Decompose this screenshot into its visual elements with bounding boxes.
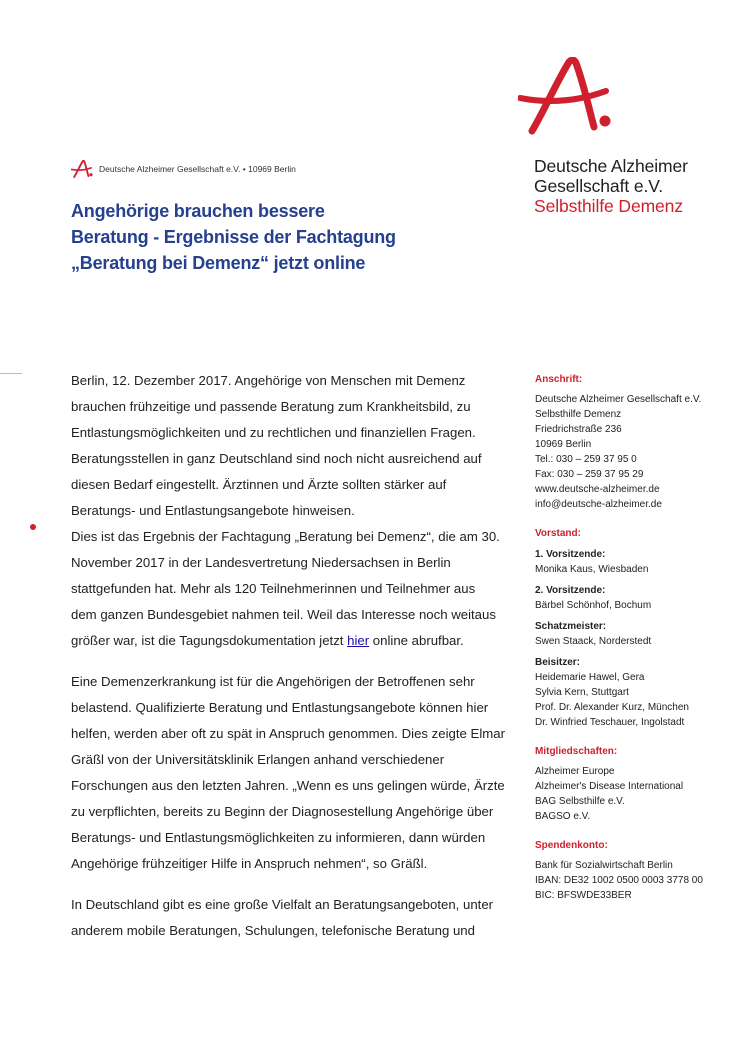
text-line: helfen, werden aber oft zu spät in Anspruch genommen. Dies zeigte Elmar bbox=[71, 726, 505, 741]
punch-mark-dot bbox=[30, 524, 36, 530]
page-title bbox=[71, 198, 471, 276]
text-line: November 2017 in der Landesvertretung Niedersachsen in Berlin bbox=[71, 555, 451, 570]
sender-address: Deutsche Alzheimer Gesellschaft e.V. • 10969 Berlin bbox=[99, 164, 296, 174]
email-line: info@deutsche-alzheimer.de bbox=[535, 499, 662, 510]
board-member: Bärbel Schönhof, Bochum bbox=[535, 600, 652, 611]
membership-item: BAGSO e.V. bbox=[535, 811, 591, 822]
text-line: Eine Demenzerkrankung ist für die Angehörigen der Betroffenen sehr bbox=[71, 674, 475, 689]
text-line: anderem mobile Beratungen, Schulungen, telefonische Beratung und bbox=[71, 923, 475, 938]
address-line: Deutsche Alzheimer Gesellschaft e.V. bbox=[535, 394, 702, 405]
letterhead-sender bbox=[71, 160, 296, 178]
membership-item: Alzheimer Europe bbox=[535, 766, 615, 777]
memberships-heading: Mitgliedschaften: bbox=[535, 746, 618, 757]
address-line: Selbsthilfe Demenz bbox=[535, 409, 622, 420]
text-segment: größer war, ist die Tagungsdokumentation jetzt bbox=[71, 633, 348, 648]
text-line: Gräßl von der Universitätsklinik Erlangen anhand verschiedener bbox=[71, 752, 445, 767]
headline-line-3: „Beratung bei Demenz“ jetzt online bbox=[71, 253, 366, 273]
sidebar-contact-info bbox=[535, 372, 740, 917]
board-role-title: Schatzmeister: bbox=[535, 621, 607, 632]
phone-line: Tel.: 030 – 259 37 95 0 bbox=[535, 454, 637, 465]
board-member: Prof. Dr. Alexander Kurz, München bbox=[535, 702, 689, 713]
org-name-line-2: Gesellschaft e.V. bbox=[534, 176, 663, 196]
address-line: Friedrichstraße 236 bbox=[535, 424, 622, 435]
board-role-title: 2. Vorsitzende: bbox=[535, 585, 606, 596]
membership-item: BAG Selbsthilfe e.V. bbox=[535, 796, 625, 807]
text-line: Berlin, 12. Dezember 2017. Angehörige von Menschen mit Demenz bbox=[71, 373, 466, 388]
iban-line: IBAN: DE32 1002 0500 0003 3778 00 bbox=[535, 875, 703, 886]
text-line: Dies ist das Ergebnis der Fachtagung „Beratung bei Demenz“, die am 30. bbox=[71, 529, 500, 544]
org-name-line-3: Selbsthilfe Demenz bbox=[534, 196, 683, 216]
text-line: zu verpflichten, bereits zu Beginn der Diagnosestellung Angehörige über bbox=[71, 804, 494, 819]
bic-line: BIC: BFSWDE33BER bbox=[535, 890, 632, 901]
press-release-body bbox=[71, 368, 505, 944]
board-role-title: 1. Vorsitzende: bbox=[535, 549, 606, 560]
text-line: brauchen frühzeitige und passende Beratung zum Krankheitsbild, zu bbox=[71, 399, 471, 414]
text-line: Angehörige frühzeitiger Hilfe in Anspruch nehmen“, so Gräßl. bbox=[71, 856, 428, 871]
headline-line-2: Beratung - Ergebnisse der Fachtagung bbox=[71, 227, 396, 247]
board-member: Swen Staack, Norderstedt bbox=[535, 636, 652, 647]
text-line: Forschungen aus den letzten Jahren. „Wenn es uns gelingen würde, Ärzte bbox=[71, 778, 505, 793]
paragraph-4 bbox=[71, 892, 501, 944]
documentation-link[interactable]: hier bbox=[347, 633, 370, 648]
org-name-line-1: Deutsche Alzheimer bbox=[534, 156, 688, 176]
website-line: www.deutsche-alzheimer.de bbox=[535, 484, 660, 495]
board-member: Monika Kaus, Wiesbaden bbox=[535, 564, 649, 575]
fold-mark bbox=[0, 373, 22, 374]
text-line: diesen Bedarf eingestellt. Ärztinnen und Ärzte sollten stärker auf bbox=[71, 477, 447, 492]
text-line: dem ganzen Bundesgebiet nahmen teil. Weil das Interesse noch weitaus bbox=[71, 607, 496, 622]
address-section bbox=[535, 372, 740, 512]
board-member: Dr. Winfried Teschauer, Ingolstadt bbox=[535, 717, 685, 728]
text-line: Entlastungsmöglichkeiten und zu rechtlichen und finanziellen Fragen. bbox=[71, 425, 476, 440]
alzheimer-a-logo-icon bbox=[518, 57, 614, 135]
text-segment: online abrufbar. bbox=[369, 633, 464, 648]
fax-line: Fax: 030 – 259 37 95 29 bbox=[535, 469, 644, 480]
membership-item: Alzheimer's Disease International bbox=[535, 781, 684, 792]
board-section bbox=[535, 526, 740, 730]
text-line: belastend. Qualifizierte Beratung und Entlastungsangebote können hier bbox=[71, 700, 489, 715]
address-heading: Anschrift: bbox=[535, 374, 583, 385]
small-logo-icon bbox=[71, 160, 93, 178]
text-line bbox=[71, 628, 501, 654]
organization-name-block bbox=[534, 156, 739, 216]
bank-name: Bank für Sozialwirtschaft Berlin bbox=[535, 860, 673, 871]
address-line: 10969 Berlin bbox=[535, 439, 592, 450]
board-member: Heidemarie Hawel, Gera bbox=[535, 672, 645, 683]
text-line: stattgefunden hat. Mehr als 120 Teilnehmerinnen und Teilnehmer aus bbox=[71, 581, 476, 596]
text-line: In Deutschland gibt es eine große Vielfalt an Beratungsangeboten, unter bbox=[71, 897, 494, 912]
board-heading: Vorstand: bbox=[535, 528, 581, 539]
text-line: Beratungs- und Entlastungsmöglichkeiten zu informieren, dann würden bbox=[71, 830, 486, 845]
board-member: Sylvia Kern, Stuttgart bbox=[535, 687, 629, 698]
text-line: Beratungs- und Entlastungsangebote hinweisen. bbox=[71, 503, 355, 518]
board-role-title: Beisitzer: bbox=[535, 657, 581, 668]
memberships-section bbox=[535, 744, 740, 824]
paragraph-1 bbox=[71, 368, 501, 524]
donation-account-section bbox=[535, 838, 740, 903]
donation-heading: Spendenkonto: bbox=[535, 840, 608, 851]
text-line: Beratungsstellen in ganz Deutschland sind noch nicht ausreichend auf bbox=[71, 451, 482, 466]
paragraph-3 bbox=[71, 669, 505, 877]
paragraph-2 bbox=[71, 524, 501, 654]
headline-line-1: Angehörige brauchen bessere bbox=[71, 201, 325, 221]
